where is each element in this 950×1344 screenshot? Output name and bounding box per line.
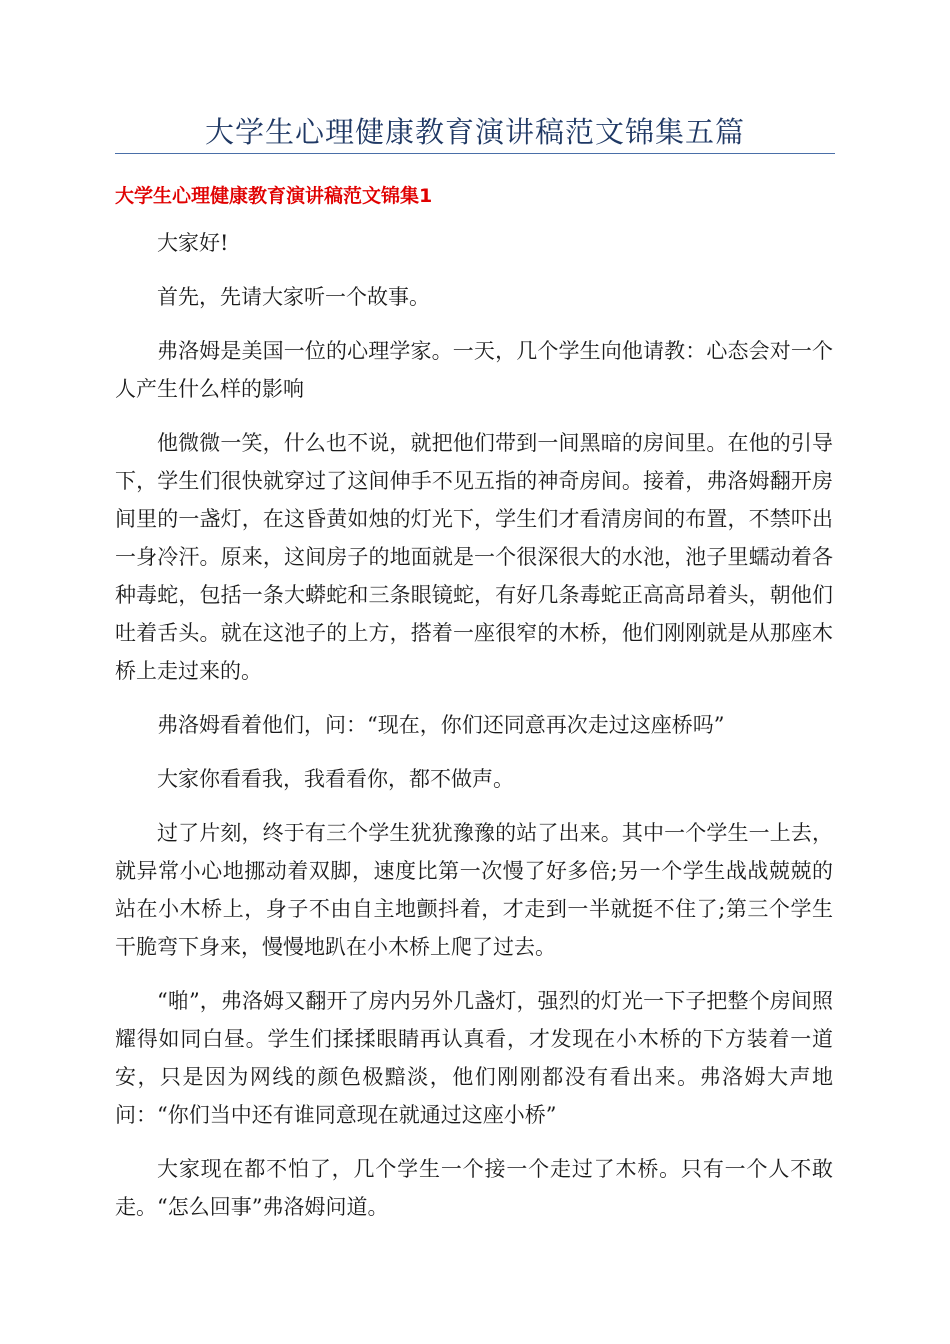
section-heading: 大学生心理健康教育演讲稿范文锦集1 — [115, 185, 433, 207]
title-underline-divider — [115, 153, 835, 154]
paragraph: 大家你看看我，我看看你，都不做声。 — [157, 767, 514, 791]
document-body — [115, 224, 833, 1242]
paragraph: 过了片刻，终于有三个学生犹犹豫豫的站了出来。其中一个学生一上去，就异常小心地挪动着双脚，速度比第一次慢了好多倍;另一个学生战战兢兢的站在小木桥上，身子不由自主地颤抖着，才走到一半就挺不住了;第三个学生干脆弯下身来，慢慢地趴在小木桥上爬了过去。 — [115, 821, 833, 959]
paragraph: “啪”，弗洛姆又翻开了房内另外几盏灯，强烈的灯光一下子把整个房间照耀得如同白昼。学生们揉揉眼睛再认真看，才发现在小木桥的下方装着一道安，只是因为网线的颜色极黯淡，他们刚刚都没有看出来。弗洛姆大声地问：“你们当中还有谁同意现在就通过这座小桥” — [115, 989, 833, 1127]
document-title: 大学生心理健康教育演讲稿范文锦集五篇 — [204, 115, 745, 149]
paragraph: 弗洛姆看着他们，问：“现在，你们还同意再次走过这座桥吗” — [157, 713, 725, 737]
paragraph: 弗洛姆是美国一位的心理学家。一天，几个学生向他请教：心态会对一个人产生什么样的影响 — [115, 339, 833, 401]
paragraph: 大家现在都不怕了，几个学生一个接一个走过了木桥。只有一个人不敢走。“怎么回事”弗洛姆问道。 — [115, 1157, 833, 1219]
paragraph: 他微微一笑，什么也不说，就把他们带到一间黑暗的房间里。在他的引导下，学生们很快就穿过了这间伸手不见五指的神奇房间。接着，弗洛姆翻开房间里的一盏灯，在这昏黄如烛的灯光下，学生们才看清房间的布置，不禁吓出一身冷汗。原来，这间房子的地面就是一个很深很大的水池，池子里蠕动着各种毒蛇，包括一条大蟒蛇和三条眼镜蛇，有好几条毒蛇正高高昂着头，朝他们吐着舌头。就在这池子的上方，搭着一座很窄的木桥，他们刚刚就是从那座木桥上走过来的。 — [115, 431, 833, 683]
paragraph-intro: 首先，先请大家听一个故事。 — [157, 285, 430, 309]
paragraph-greeting: 大家好! — [157, 231, 229, 255]
